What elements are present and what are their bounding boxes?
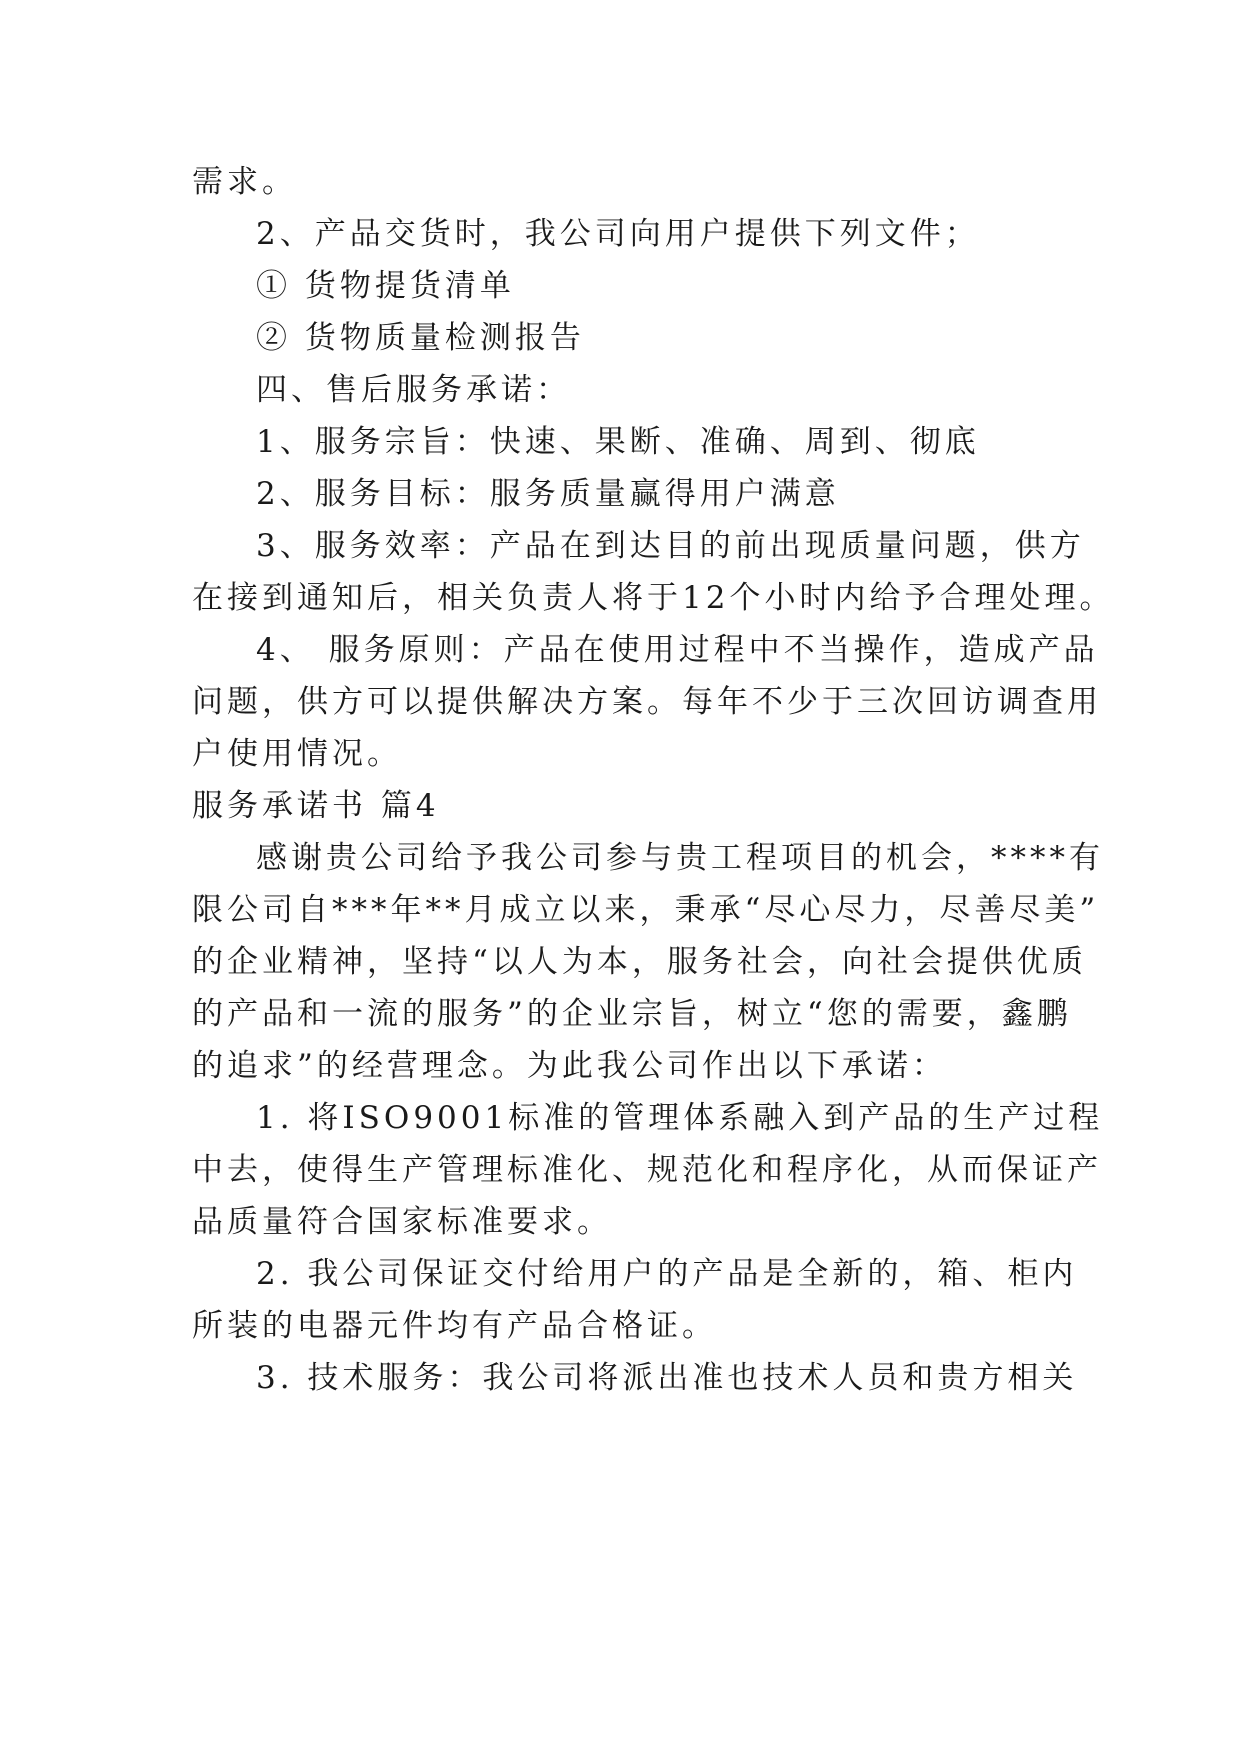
text-line: 2. 我公司保证交付给用户的产品是全新的，箱、柜内 (256, 1256, 1078, 1292)
text-line: 限公司自***年**月成立以来，秉承“尽心尽力，尽善尽美” (192, 892, 1100, 928)
text-line: 4、 服务原则：产品在使用过程中不当操作，造成产品 (256, 632, 1099, 668)
text-line: 感谢贵公司给予我公司参与贵工程项目的机会，****有 (256, 840, 1104, 876)
text-line: 问题，供方可以提供解决方案。每年不少于三次回访调查用 (192, 684, 1102, 720)
text-line: 3. 技术服务：我公司将派出准也技术人员和贵方相关 (256, 1360, 1078, 1396)
text-line: 3、服务效率：产品在到达目的前出现质量问题，供方 (256, 528, 1085, 564)
text-line: 的产品和一流的服务”的企业宗旨，树立“您的需要，鑫鹏 (192, 996, 1072, 1032)
text-line: 需求。 (192, 164, 297, 200)
text-line: ① 货物提货清单 (256, 268, 515, 304)
text-line: 所装的电器元件均有产品合格证。 (192, 1308, 717, 1344)
text-line: 1、服务宗旨：快速、果断、准确、周到、彻底 (256, 424, 980, 460)
text-line: 户使用情况。 (192, 736, 402, 772)
text-line: 1. 将ISO9001标准的管理体系融入到产品的生产过程 (256, 1100, 1104, 1136)
text-line: 在接到通知后，相关负责人将于12个小时内给予合理处理。 (192, 580, 1115, 616)
section-heading: 四、售后服务承诺： (256, 372, 571, 408)
text-line: ② 货物质量检测报告 (256, 320, 585, 356)
text-line: 的企业精神，坚持“以人为本，服务社会，向社会提供优质 (192, 944, 1087, 980)
text-line: 2、产品交货时，我公司向用户提供下列文件； (256, 216, 980, 252)
text-line: 品质量符合国家标准要求。 (192, 1204, 612, 1240)
text-line: 的追求”的经营理念。为此我公司作出以下承诺： (192, 1048, 947, 1084)
text-line: 2、服务目标：服务质量赢得用户满意 (256, 476, 840, 512)
text-line: 中去，使得生产管理标准化、规范化和程序化，从而保证产 (192, 1152, 1102, 1188)
section-title: 服务承诺书 篇4 (192, 788, 440, 824)
